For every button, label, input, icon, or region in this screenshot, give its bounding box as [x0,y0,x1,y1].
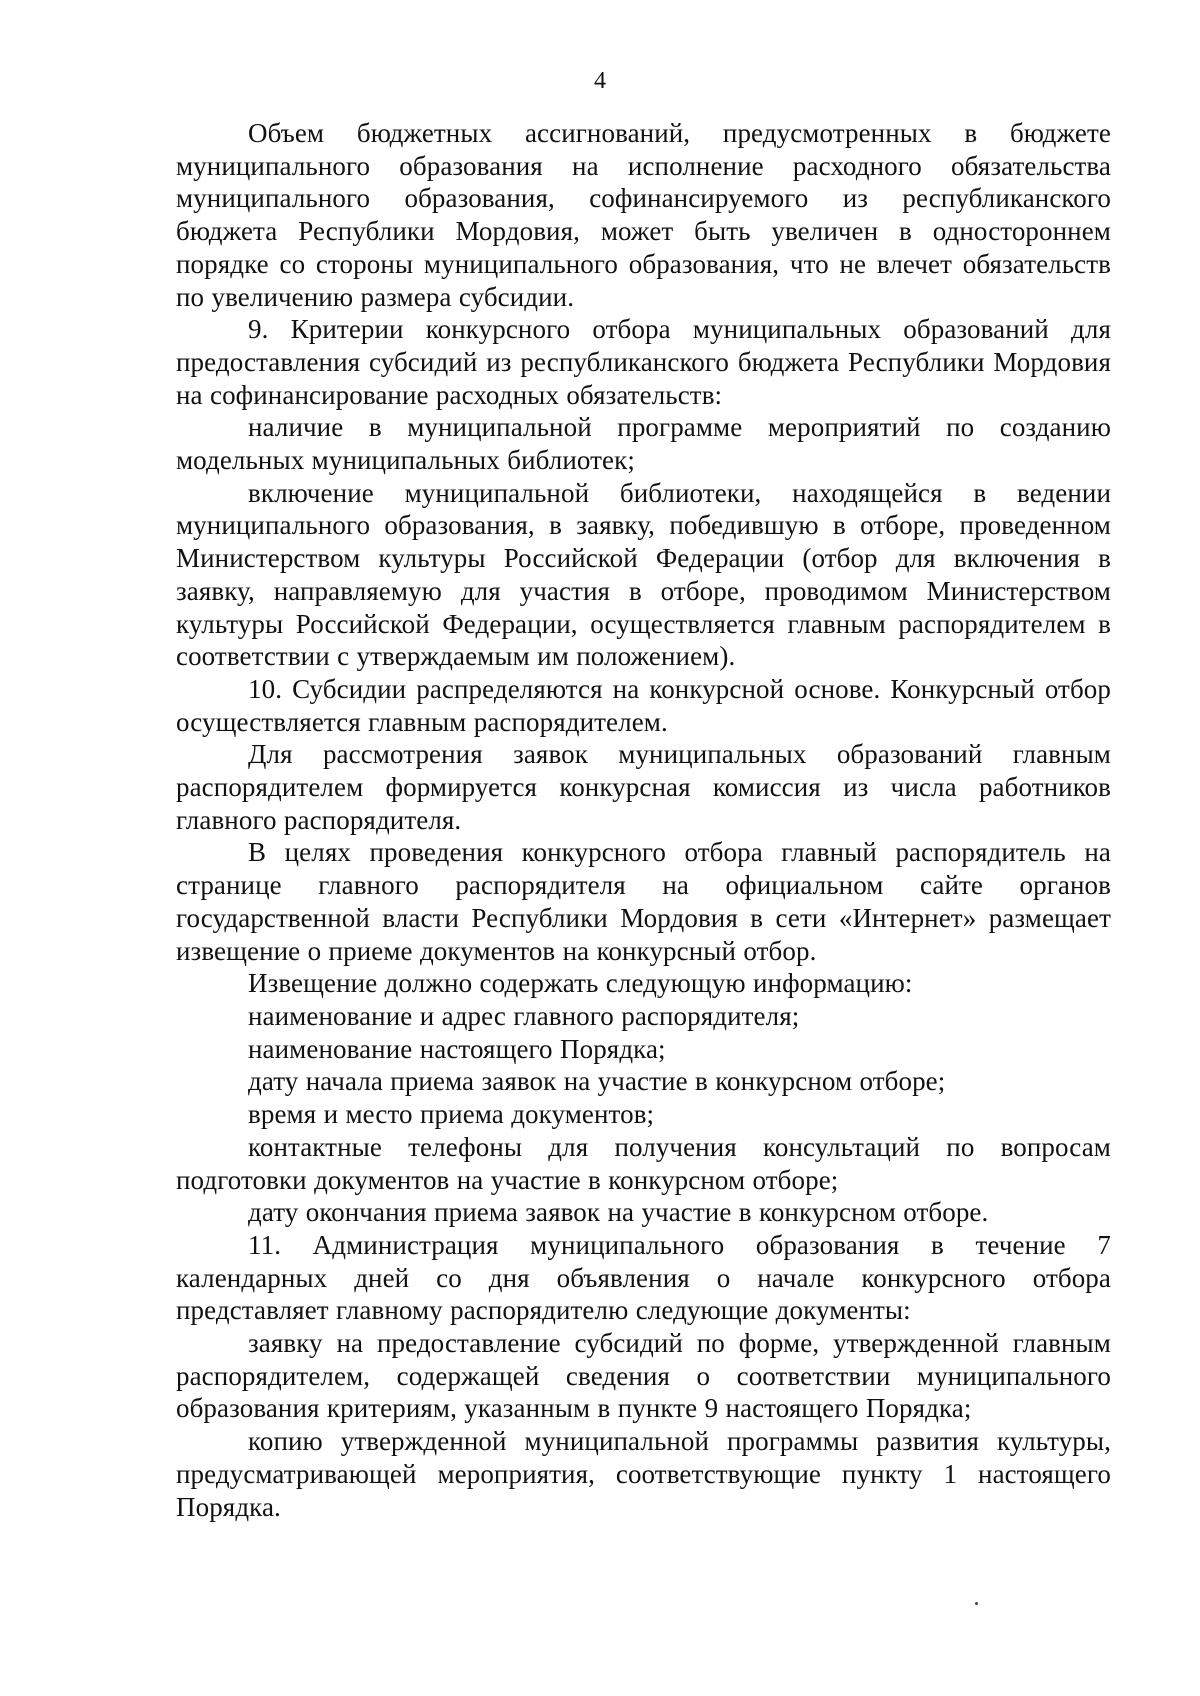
paragraph-criterion-program: наличие в муниципальной программе мероприятий по созданию модельных муниципальных библиотек; [176,412,1111,476]
list-item-application: заявку на предоставление субсидий по форме, утвержденной главным распорядителем, содержащей сведения о соответствии муниципального образования критериям, указанным в пункте 9 настоящего Порядка; [176,1328,1111,1424]
paragraph-budget-allocations: Объем бюджетных ассигнований, предусмотренных в бюджете муниципального образования на исполнение расходного обязательства муниципального образования, софинансируемого из республиканского бюджета Республики Мордовия, может быть увеличен в одностороннем порядке со стороны муниципального образования, что не влечет обязательств по увеличению размера субсидии. [176,118,1111,312]
list-item-program-copy: копию утвержденной муниципальной программы развития культуры, предусматривающей мероприятия, соответствующие пункту 1 настоящего Порядка. [176,1426,1111,1522]
list-item-procedure-name: наименование настоящего Порядка; [248,1033,666,1064]
paragraph-notice-contents: Извещение должно содержать следующую информацию: [248,968,913,999]
list-item-end-date: дату окончания приема заявок на участие в конкурсном отборе. [248,1197,989,1228]
paragraph-clause-10-distribution: 10. Субсидии распределяются на конкурсной основе. Конкурсный отбор осуществляется главным распорядителем. [176,673,1111,737]
paragraph-criterion-library: включение муниципальной библиотеки, находящейся в ведении муниципального образования, в заявку, победившую в отборе, проведенном Министерством культуры Российской Федерации (отбор для включения в заявку, направляемую для участия в отборе, проводимом Министерством культуры Российской Федерации, осуществляется главным распорядителем в соответствии с утверждаемым им положением). [176,477,1111,672]
paragraph-clause-11-administration: 11. Администрация муниципального образования в течение 7 календарных дней со дня объявления о начале конкурсного отбора представляет главному распорядителю следующие документы: [176,1229,1111,1326]
list-item-start-date: дату начала приема заявок на участие в конкурсном отборе; [248,1066,946,1097]
paragraph-clause-9-criteria: 9. Критерии конкурсного отбора муниципальных образований для предоставления субсидий из республиканского бюджета Республики Мордовия на софинансирование расходных обязательств: [176,314,1111,410]
page-number: 4 [594,68,606,94]
list-item-contact-phones: контактные телефоны для получения консультаций по вопросам подготовки документов на участие в конкурсном отборе; [176,1131,1111,1195]
list-item-name-address: наименование и адрес главного распорядителя; [248,1000,800,1031]
paragraph-commission: Для рассмотрения заявок муниципальных образований главным распорядителем формируется конкурсная комиссия из числа работников главного распорядителя. [176,739,1111,835]
scan-speck [975,1602,978,1605]
paragraph-notice-publication: В целях проведения конкурсного отбора главный распорядитель на странице главного распорядителя на официальном сайте органов государственной власти Республики Мордовия в сети «Интернет» размещает извещение о приеме документов на конкурсный отбор. [176,837,1111,966]
document-body [176,117,1111,1523]
list-item-time-place: время и место приема документов; [248,1099,655,1130]
